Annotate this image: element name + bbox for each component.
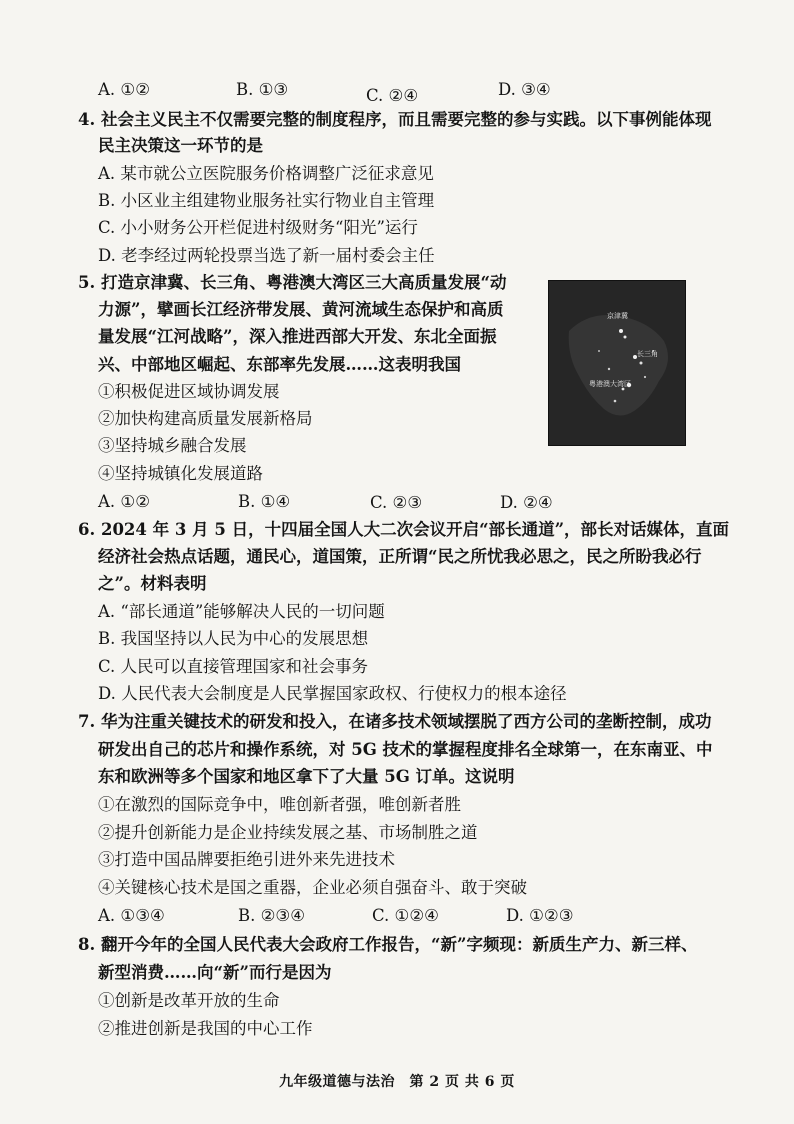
q4-stem-line-2: 民主决策这一环节的是: [98, 136, 263, 155]
q7-stem-line-2: 研发出自己的芯片和操作系统，对 5G 技术的掌握程度排名全球第一，在东南亚、中: [98, 740, 713, 759]
q6-option-a: A. “部长通道”能够解决人民的一切问题: [98, 602, 385, 621]
q7-option-d: D. ①②③: [506, 906, 574, 925]
q6-stem-line-1: 6. 2024 年 3 月 5 日，十四届全国人大二次会议开启“部长通道”，部长对话媒体，直面: [78, 520, 730, 539]
q4-option-c: C. 小小财务公开栏促进村级财务“阳光”运行: [98, 218, 418, 237]
q7-stem-line-1: 7. 华为注重关键技术的研发和投入，在诸多技术领域摆脱了西方公司的垄断控制，成功: [78, 712, 712, 731]
q7-option-c: C. ①②④: [372, 906, 439, 925]
q5-statement-3: ③坚持城乡融合发展: [98, 436, 247, 455]
q7-option-b: B. ②③④: [238, 906, 305, 925]
q5-statement-2: ②加快构建高质量发展新格局: [98, 409, 313, 428]
map-graphic: [549, 281, 685, 445]
page-footer: 九年级道德与法治 第 2 页 共 6 页: [279, 1074, 515, 1090]
q6-stem-line-2: 经济社会热点话题，通民心，道国策，正所谓“民之所忧我必思之，民之所盼我必行: [98, 547, 702, 566]
q4-option-b: B. 小区业主组建物业服务社实行物业自主管理: [98, 191, 435, 210]
q7-statement-4: ④关键核心技术是国之重器，企业必须自强奋斗、敢于突破: [98, 878, 527, 897]
q8-stem-line-1: 8. 翻开今年的全国人民代表大会政府工作报告，“新”字频现：新质生产力、新三样、: [78, 935, 698, 954]
q6-stem-line-3: 之”。材料表明: [98, 574, 207, 593]
q5-stem-line-4: 兴、中部地区崛起、东部率先发展……这表明我国: [98, 355, 461, 374]
q5-option-b: B. ①④: [238, 492, 291, 511]
q6-option-d: D. 人民代表大会制度是人民掌握国家政权、行使权力的根本途径: [98, 684, 567, 703]
map-label-changsanjiao: 长三角: [637, 350, 658, 358]
q5-stem-line-2: 力源”，擘画长江经济带发展、黄河流域生态保护和高质: [98, 300, 504, 319]
q3-option-c: C. ②④: [366, 86, 419, 105]
q7-statement-2: ②提升创新能力是企业持续发展之基、市场制胜之道: [98, 823, 478, 842]
q7-stem-line-3: 东和欧洲等多个国家和地区拿下了大量 5G 订单。这说明: [98, 767, 515, 786]
map-label-yuegangao: 粤港澳大湾区: [589, 380, 631, 388]
china-night-map-image: [548, 280, 686, 446]
q8-statement-1: ①创新是改革开放的生命: [98, 991, 280, 1010]
q4-option-d: D. 老李经过两轮投票当选了新一届村委会主任: [98, 246, 435, 265]
q8-stem-line-2: 新型消费……向“新”而行是因为: [98, 963, 332, 982]
q5-option-d: D. ②④: [500, 493, 553, 512]
q6-option-c: C. 人民可以直接管理国家和社会事务: [98, 657, 369, 676]
q7-statement-3: ③打造中国品牌要拒绝引进外来先进技术: [98, 850, 395, 869]
q3-option-a: A. ①②: [98, 80, 150, 99]
map-label-jingjinji: 京津冀: [607, 312, 628, 320]
q5-stem-line-3: 量发展“江河战略”，深入推进西部大开发、东北全面振: [98, 327, 497, 346]
q5-statement-1: ①积极促进区域协调发展: [98, 382, 280, 401]
q3-option-d: D. ③④: [498, 80, 551, 99]
q8-statement-2: ②推进创新是我国的中心工作: [98, 1019, 313, 1038]
q4-option-a: A. 某市就公立医院服务价格调整广泛征求意见: [98, 164, 434, 183]
q3-option-b: B. ①③: [236, 80, 289, 99]
q5-option-c: C. ②③: [370, 493, 423, 512]
q4-stem-line-1: 4. 社会主义民主不仅需要完整的制度程序，而且需要完整的参与实践。以下事例能体现: [78, 110, 712, 129]
q5-statement-4: ④坚持城镇化发展道路: [98, 464, 263, 483]
q7-statement-1: ①在激烈的国际竞争中，唯创新者强，唯创新者胜: [98, 795, 461, 814]
q7-option-a: A. ①③④: [98, 906, 165, 925]
q5-stem-line-1: 5. 打造京津冀、长三角、粤港澳大湾区三大高质量发展“动: [78, 273, 507, 292]
q6-option-b: B. 我国坚持以人民为中心的发展思想: [98, 629, 369, 648]
q5-option-a: A. ①②: [98, 492, 150, 511]
